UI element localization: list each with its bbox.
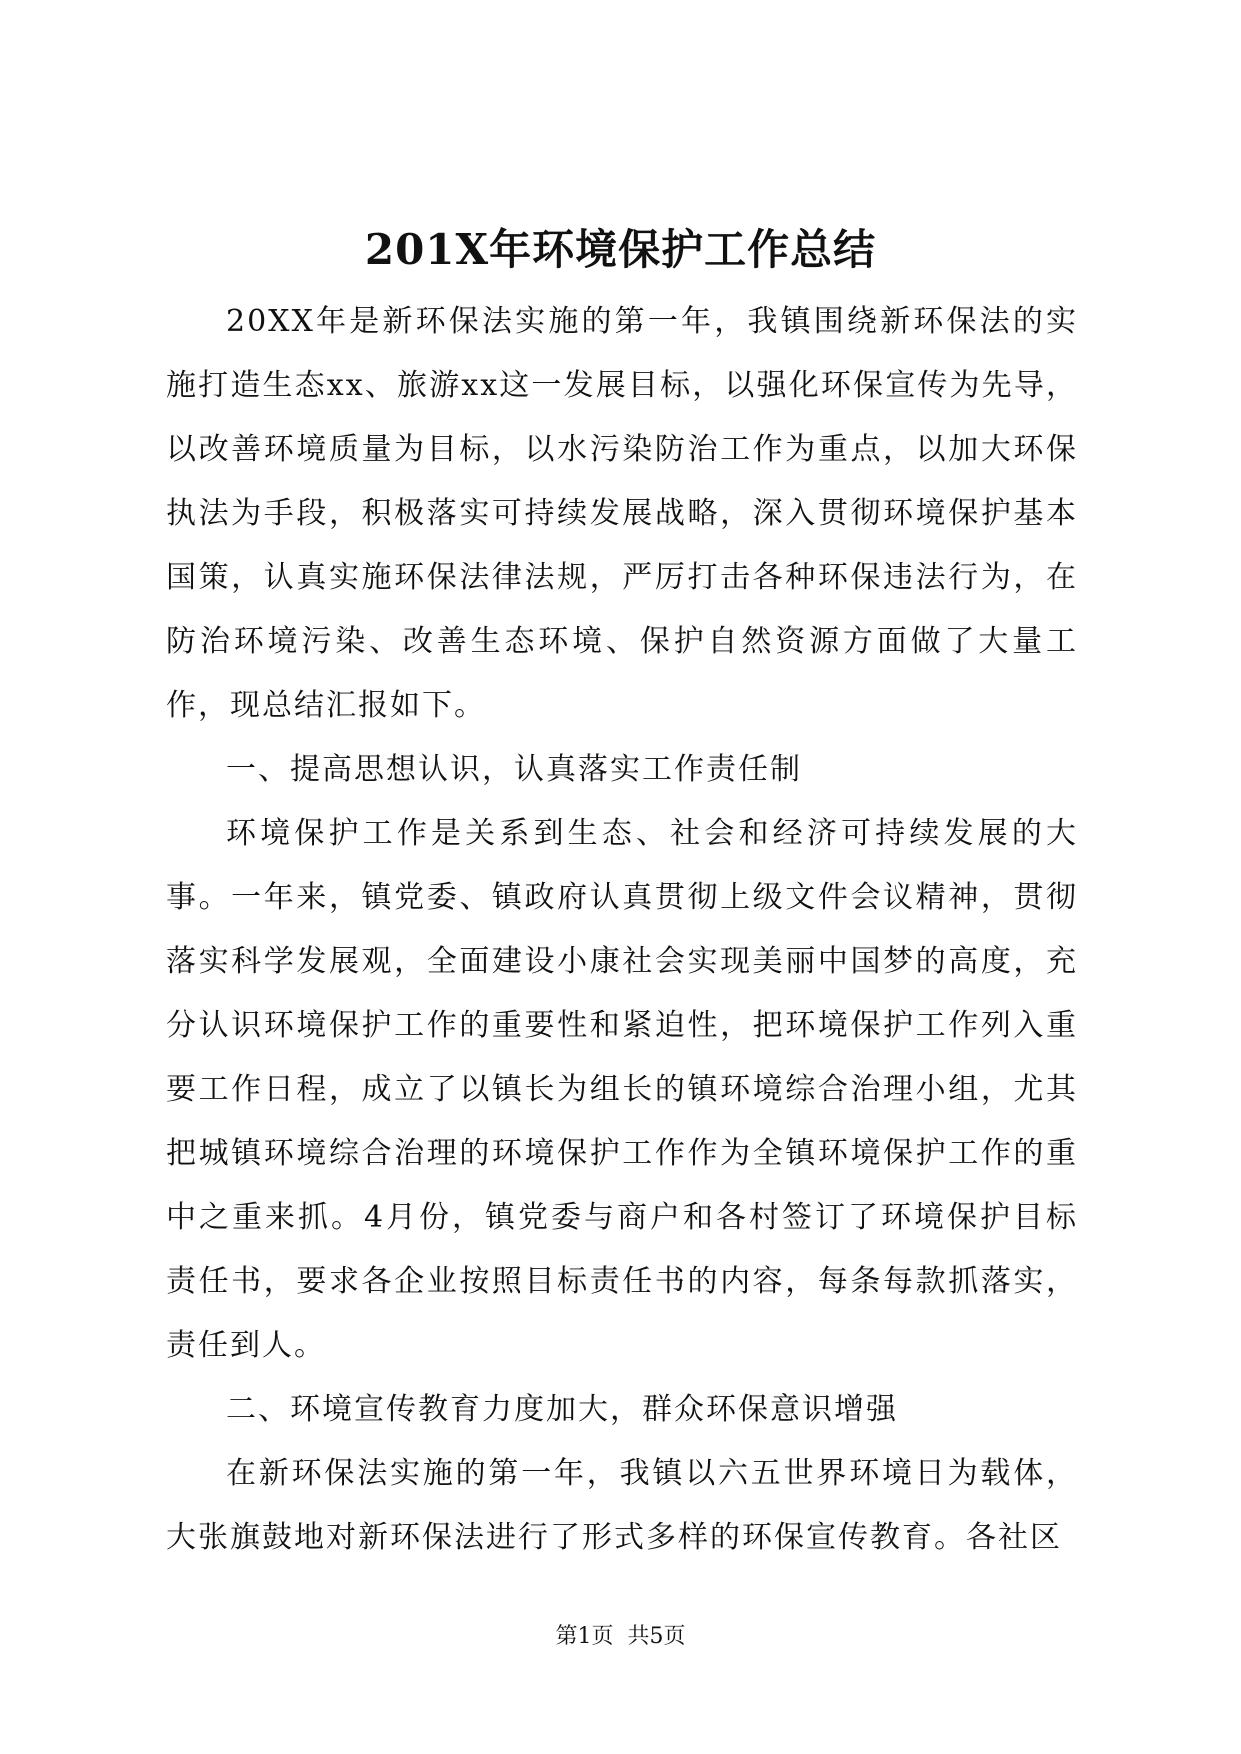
paragraph-section-2: 在新环保法实施的第一年，我镇以六五世界环境日为载体，大张旗鼓地对新环保法进行了形式多样的环保宣传教育。各社区: [166, 1456, 1078, 1555]
page-footer: [0, 1622, 1241, 1652]
page-number: 第1页: [555, 1624, 614, 1649]
document-body: [166, 290, 1078, 1570]
paragraph-section-1: 环境保护工作是关系到生态、社会和经济可持续发展的大事。一年来，镇党委、镇政府认真贯彻上级文件会议精神，贯彻落实科学发展观，全面建设小康社会实现美丽中国梦的高度，充分认识环境保护工作的重要性和紧迫性，把环境保护工作列入重要工作日程，成立了以镇长为组长的镇环境综合治理小组，尤其把城镇环境综合治理的环境保护工作作为全镇环境保护工作的重中之重来抓。4月份，镇党委与商户和各村签订了环境保护目标责任书，要求各企业按照目标责任书的内容，每条每款抓落实，责任到人。: [166, 816, 1078, 1363]
document-title: 201X年环境保护工作总结: [364, 225, 877, 274]
section-heading-1: 一、提高思想认识，认真落实工作责任制: [226, 752, 802, 787]
page-total: 共5页: [627, 1624, 686, 1649]
paragraph-intro: 20XX年是新环保法实施的第一年，我镇围绕新环保法的实施打造生态xx、旅游xx这一发展目标，以强化环保宣传为先导，以改善环境质量为目标，以水污染防治工作为重点，以加大环保执法为手段，积极落实可持续发展战略，深入贯彻环境保护基本国策，认真实施环保法律法规，严厉打击各种环保违法行为，在防治环境污染、改善生态环境、保护自然资源方面做了大量工作，现总结汇报如下。: [166, 304, 1078, 723]
section-heading-2: 二、环境宣传教育力度加大，群众环保意识增强: [226, 1392, 898, 1427]
